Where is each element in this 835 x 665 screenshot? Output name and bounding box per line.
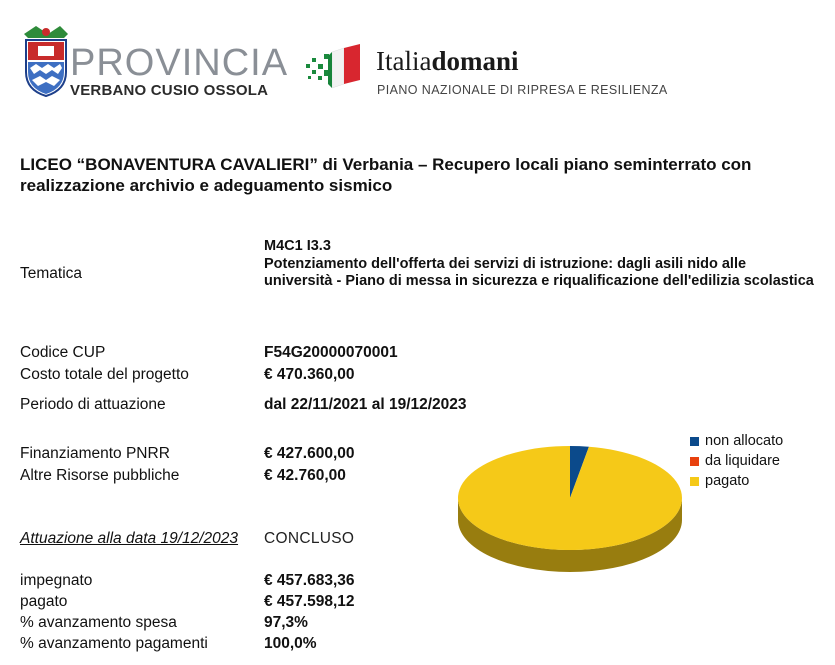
pagato-value: € 457.598,12 (264, 593, 355, 610)
avanzamento-spesa-value: 97,3% (264, 614, 308, 631)
provincia-subtitle: VERBANO CUSIO OSSOLA (70, 82, 269, 99)
domani-word: domani (431, 46, 519, 76)
legend-swatch (690, 477, 699, 486)
costo-value: € 470.360,00 (264, 366, 355, 383)
legend-item-pagato (690, 471, 783, 491)
costo-label: Costo totale del progetto (20, 366, 189, 383)
avanzamento-pagamenti-value: 100,0% (264, 635, 317, 652)
legend-swatch (690, 437, 699, 446)
italiadomani-wordmark (376, 46, 519, 77)
pie-top (458, 446, 682, 550)
tematica-value (264, 238, 814, 291)
pie-slice-pagato (458, 446, 682, 550)
legend-swatch (690, 457, 699, 466)
pagato-label: pagato (20, 593, 68, 610)
tematica-label: Tematica (20, 265, 83, 282)
chart-legend (690, 431, 783, 491)
legend-label: pagato (705, 473, 750, 489)
avanzamento-pie-chart (450, 440, 690, 580)
finanziamento-value: € 427.600,00 (264, 445, 355, 462)
provincia-wordmark: PROVINCIA (70, 42, 289, 84)
cup-value: F54G20000070001 (264, 344, 398, 361)
italiadomani-subtitle: PIANO NAZIONALE DI RIPRESA E RESILIENZA (377, 83, 668, 97)
cup-label: Codice CUP (20, 344, 106, 361)
finanziamento-label: Finanziamento PNRR (20, 445, 170, 462)
legend-item-non-allocato (690, 431, 783, 451)
impegnato-value: € 457.683,36 (264, 572, 355, 589)
legend-item-da-liquidare (690, 451, 783, 471)
provincia-coat-of-arms-icon (24, 26, 68, 96)
legend-label: non allocato (705, 433, 784, 449)
periodo-label: Periodo di attuazione (20, 396, 166, 413)
attuazione-value: CONCLUSO (264, 530, 355, 547)
impegnato-label: impegnato (20, 572, 93, 589)
tematica-code: M4C1 I3.3 (264, 238, 331, 254)
legend-label: da liquidare (705, 453, 780, 469)
periodo-value: dal 22/11/2021 al 19/12/2023 (264, 396, 467, 413)
avanzamento-pagamenti-label: % avanzamento pagamenti (20, 635, 208, 652)
avanzamento-spesa-label: % avanzamento spesa (20, 614, 177, 631)
attuazione-label: Attuazione alla data 19/12/2023 (20, 530, 239, 547)
tematica-text: Potenziamento dell'offerta dei servizi di istruzione: dagli asili nido alle università - Piano di messa in sicurezza e riqualificazione dell'edilizia scolastica (264, 255, 814, 289)
italiadomani-flag-icon (304, 44, 368, 92)
altre-risorse-value: € 42.760,00 (264, 467, 346, 484)
project-title: LICEO “BONAVENTURA CAVALIERI” di Verbania – Recupero locali piano seminterrato con realizzazione archivio e adeguamento sismico (20, 155, 752, 195)
altre-risorse-label: Altre Risorse pubbliche (20, 467, 180, 484)
italia-word: Italia (376, 46, 432, 76)
